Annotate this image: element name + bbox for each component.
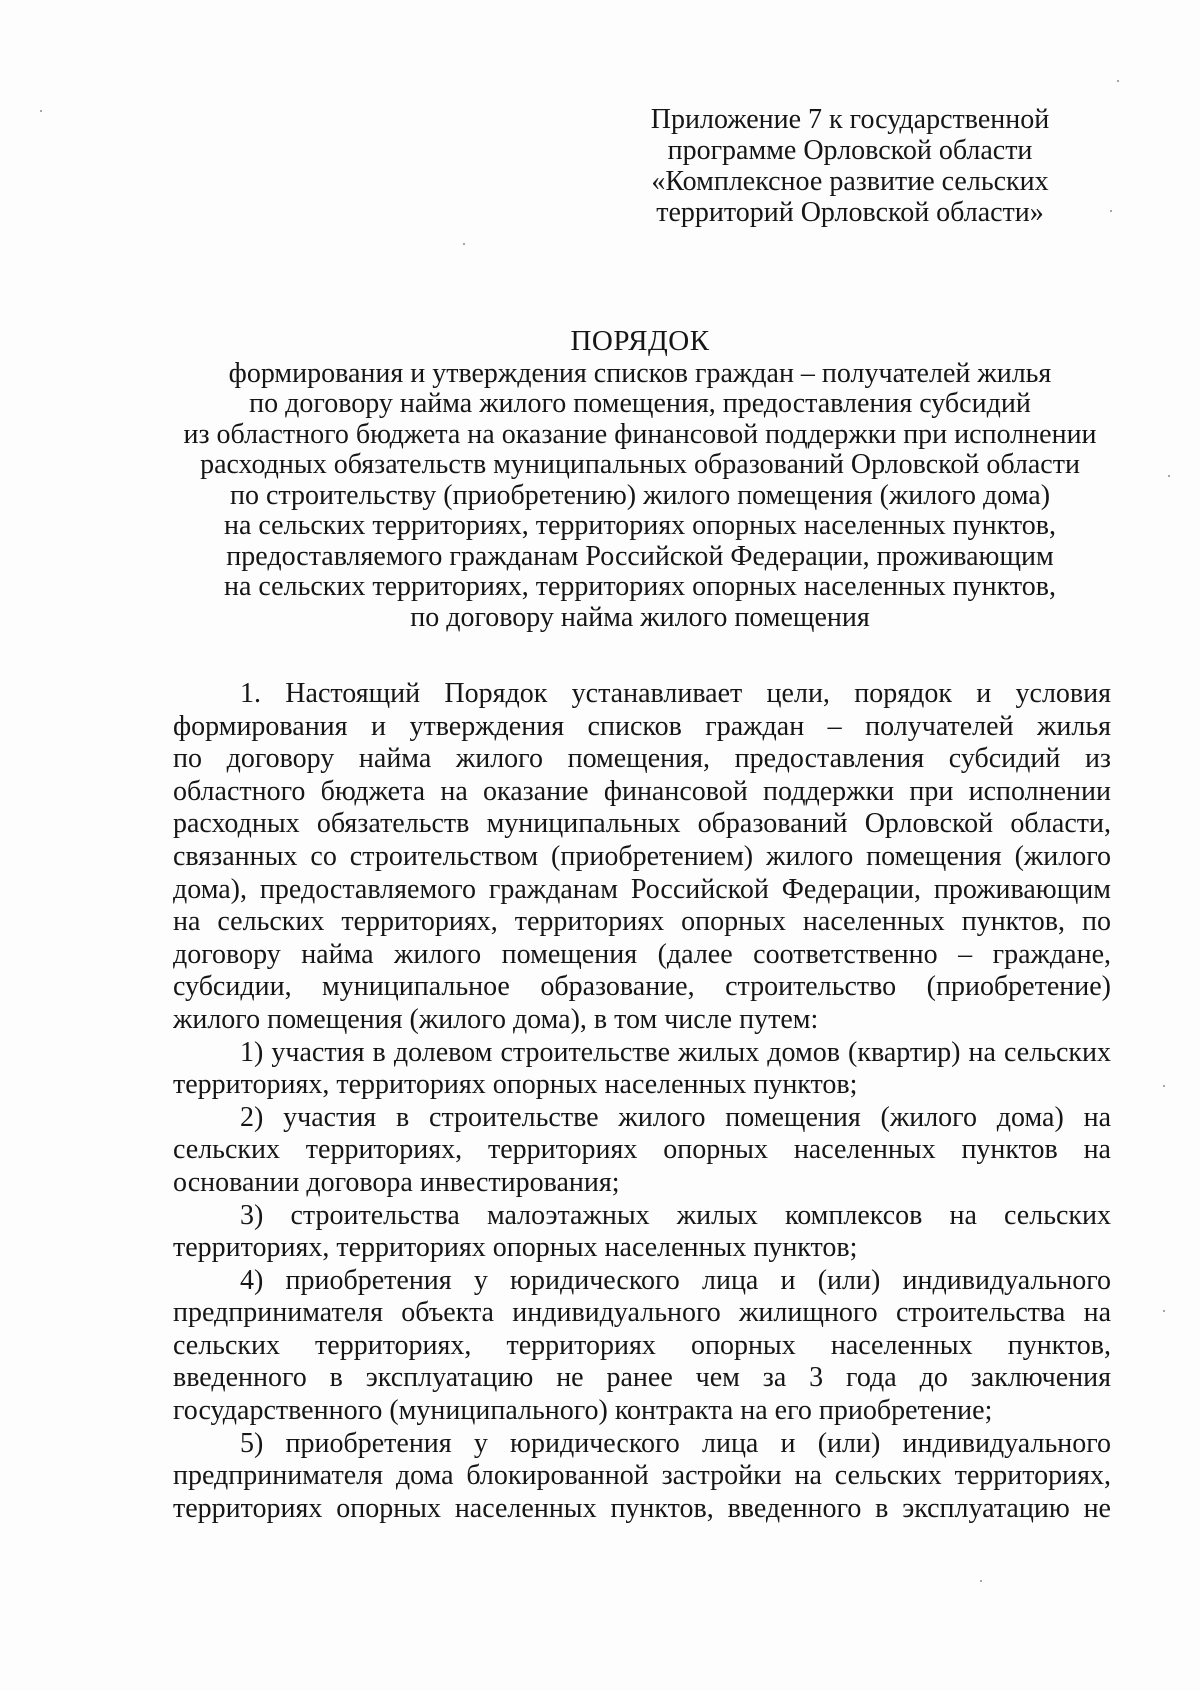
subtitle-line: формирования и утверждения списков граждан – получателей жилья (228, 357, 1052, 389)
document-heading (130, 326, 1150, 633)
scan-speck (980, 1580, 982, 1582)
document-body (173, 678, 1111, 1525)
appendix-line: территорий Орловской области» (656, 197, 1044, 228)
appendix-note (600, 104, 1100, 228)
scan-speck (1110, 210, 1112, 212)
body-line: областного бюджета на оказание финансовой поддержки при исполнении (173, 775, 1111, 807)
body-line: государственного (муниципального) контракта на его приобретение; (173, 1395, 993, 1427)
body-line: территориях опорных населенных пунктов, введенного в эксплуатацию не (173, 1492, 1111, 1524)
body-line: по договору найма жилого помещения, предоставления субсидий из (173, 743, 1111, 775)
body-line: территориях, территориях опорных населенных пунктов; (173, 1232, 858, 1264)
document-title: ПОРЯДОК (570, 325, 710, 357)
scan-speck (1163, 1310, 1165, 1312)
body-line: связанных со строительством (приобретением) жилого помещения (жилого (173, 840, 1111, 872)
body-line: предпринимателя объекта индивидуального жилищного строительства на (173, 1297, 1111, 1329)
body-line: введенного в эксплуатацию не ранее чем за 3 года до заключения (173, 1362, 1111, 1394)
scan-speck (1168, 475, 1170, 477)
scan-speck (40, 110, 42, 112)
list-item-1 (173, 1037, 1111, 1102)
paragraph-1 (173, 678, 1111, 1037)
body-line: 2) участия в строительстве жилого помещения (жилого дома) на (240, 1101, 1111, 1133)
list-item-5 (173, 1428, 1111, 1526)
body-line: расходных обязательств муниципальных образований Орловской области, (173, 808, 1111, 840)
scan-speck (1117, 80, 1119, 82)
list-item-4 (173, 1265, 1111, 1428)
appendix-line: программе Орловской области (667, 135, 1033, 166)
body-line: дома), предоставляемого гражданам Российской Федерации, проживающим (173, 873, 1111, 905)
subtitle-line: по договору найма жилого помещения (410, 601, 870, 633)
body-line: основании договора инвестирования; (173, 1166, 620, 1198)
body-line: предпринимателя дома блокированной застройки на сельских территориях, (173, 1460, 1111, 1492)
body-line: договору найма жилого помещения (далее соответственно – граждане, (173, 938, 1111, 970)
subtitle-line: на сельских территориях, территориях опорных населенных пунктов, (224, 510, 1056, 541)
body-line: 3) строительства малоэтажных жилых комплексов на сельских (240, 1199, 1111, 1231)
subtitle-line: по строительству (приобретению) жилого помещения (жилого дома) (229, 479, 1051, 511)
subtitle-line: расходных обязательств муниципальных образований Орловской области (200, 449, 1080, 480)
body-line: формирования и утверждения списков граждан – получателей жилья (173, 710, 1111, 742)
subtitle-line: по договору найма жилого помещения, предоставления субсидий (249, 388, 1031, 419)
appendix-line: Приложение 7 к государственной (650, 104, 1050, 135)
body-line: 1. Настоящий Порядок устанавливает цели, порядок и условия (240, 678, 1111, 709)
subtitle-line: на сельских территориях, территориях опорных населенных пунктов, (224, 571, 1056, 602)
appendix-line: «Комплексное развитие сельских (651, 166, 1049, 197)
subtitle-line: из областного бюджета на оказание финансовой поддержки при исполнении (183, 418, 1097, 450)
subtitle-line: предоставляемого гражданам Российской Федерации, проживающим (226, 540, 1054, 572)
body-line: сельских территориях, территориях опорных населенных пунктов, (173, 1329, 1111, 1361)
body-line: жилого помещения (жилого дома), в том числе путем: (173, 1003, 819, 1035)
body-line: сельских территориях, территориях опорных населенных пунктов на (173, 1134, 1111, 1166)
list-item-2 (173, 1102, 1111, 1200)
body-line: на сельских территориях, территориях опорных населенных пунктов, по (173, 906, 1111, 938)
body-line: субсидии, муниципальное образование, строительство (приобретение) (173, 971, 1111, 1003)
list-item-3 (173, 1200, 1111, 1265)
body-line: 4) приобретения у юридического лица и (или) индивидуального (240, 1264, 1111, 1296)
body-line: территориях, территориях опорных населенных пунктов; (173, 1069, 858, 1101)
scan-speck (1163, 1085, 1165, 1087)
scan-speck (463, 243, 465, 245)
body-line: 5) приобретения у юридического лица и (или) индивидуального (240, 1427, 1111, 1459)
body-line: 1) участия в долевом строительстве жилых домов (квартир) на сельских (240, 1036, 1111, 1068)
